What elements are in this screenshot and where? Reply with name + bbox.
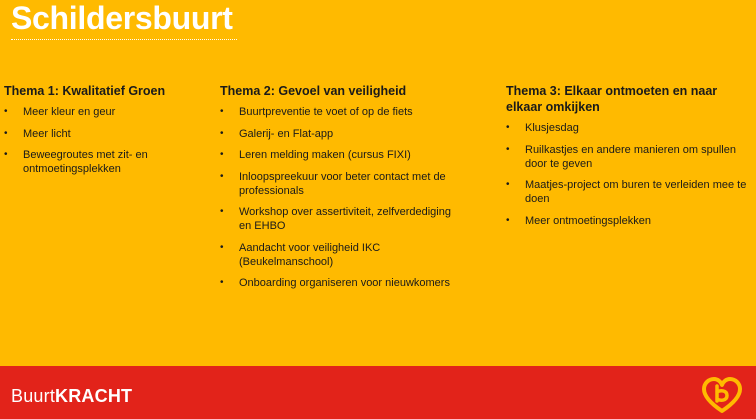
list-item: • Workshop over assertiviteit, zelfverdediging en EHBO (220, 205, 460, 233)
list-item: • Maatjes-project om buren te verleiden mee te doen (506, 178, 751, 206)
list-item: • Inloopspreekuur voor beter contact met de professionals (220, 170, 460, 198)
list-item: • Meer kleur en geur (4, 105, 204, 119)
list-item: • Galerij- en Flat-app (220, 127, 460, 141)
list-item: • Ruilkastjes en andere manieren om spullen door te geven (506, 143, 751, 171)
title-underline (11, 39, 237, 40)
footer-bar (0, 366, 756, 419)
list-item: • Beweegroutes met zit- en ontmoetingsplekken (4, 148, 204, 176)
theme-column-2 (220, 83, 460, 298)
theme-title: Thema 1: Kwalitatief Groen (4, 84, 166, 98)
theme-title: Thema 3: Elkaar ontmoeten en naar elkaar omkijken (506, 84, 718, 114)
list-item: • Aandacht voor veiligheid IKC (Beukelmanschool) (220, 241, 460, 269)
theme-column-3 (506, 83, 751, 235)
theme-title: Thema 2: Gevoel van veiligheid (220, 84, 407, 98)
list-item: • Meer ontmoetingsplekken (506, 214, 751, 228)
list-item: • Meer licht (4, 127, 204, 141)
theme-list (220, 105, 460, 290)
brand-part-2: KRACHT (55, 386, 133, 406)
list-item: • Leren melding maken (cursus FIXI) (220, 148, 460, 162)
brand-part-1: Buurt (11, 386, 56, 406)
heart-b-logo-icon (700, 376, 744, 414)
list-item: • Buurtpreventie te voet of op de fiets (220, 105, 460, 119)
list-item: • Onboarding organiseren voor nieuwkomers (220, 276, 460, 290)
brand-logo-text (11, 386, 132, 407)
theme-list (4, 105, 204, 176)
theme-list (506, 121, 751, 228)
list-item: • Klusjesdag (506, 121, 751, 135)
theme-column-1 (4, 83, 204, 184)
slide-title: Schildersbuurt (11, 0, 233, 36)
